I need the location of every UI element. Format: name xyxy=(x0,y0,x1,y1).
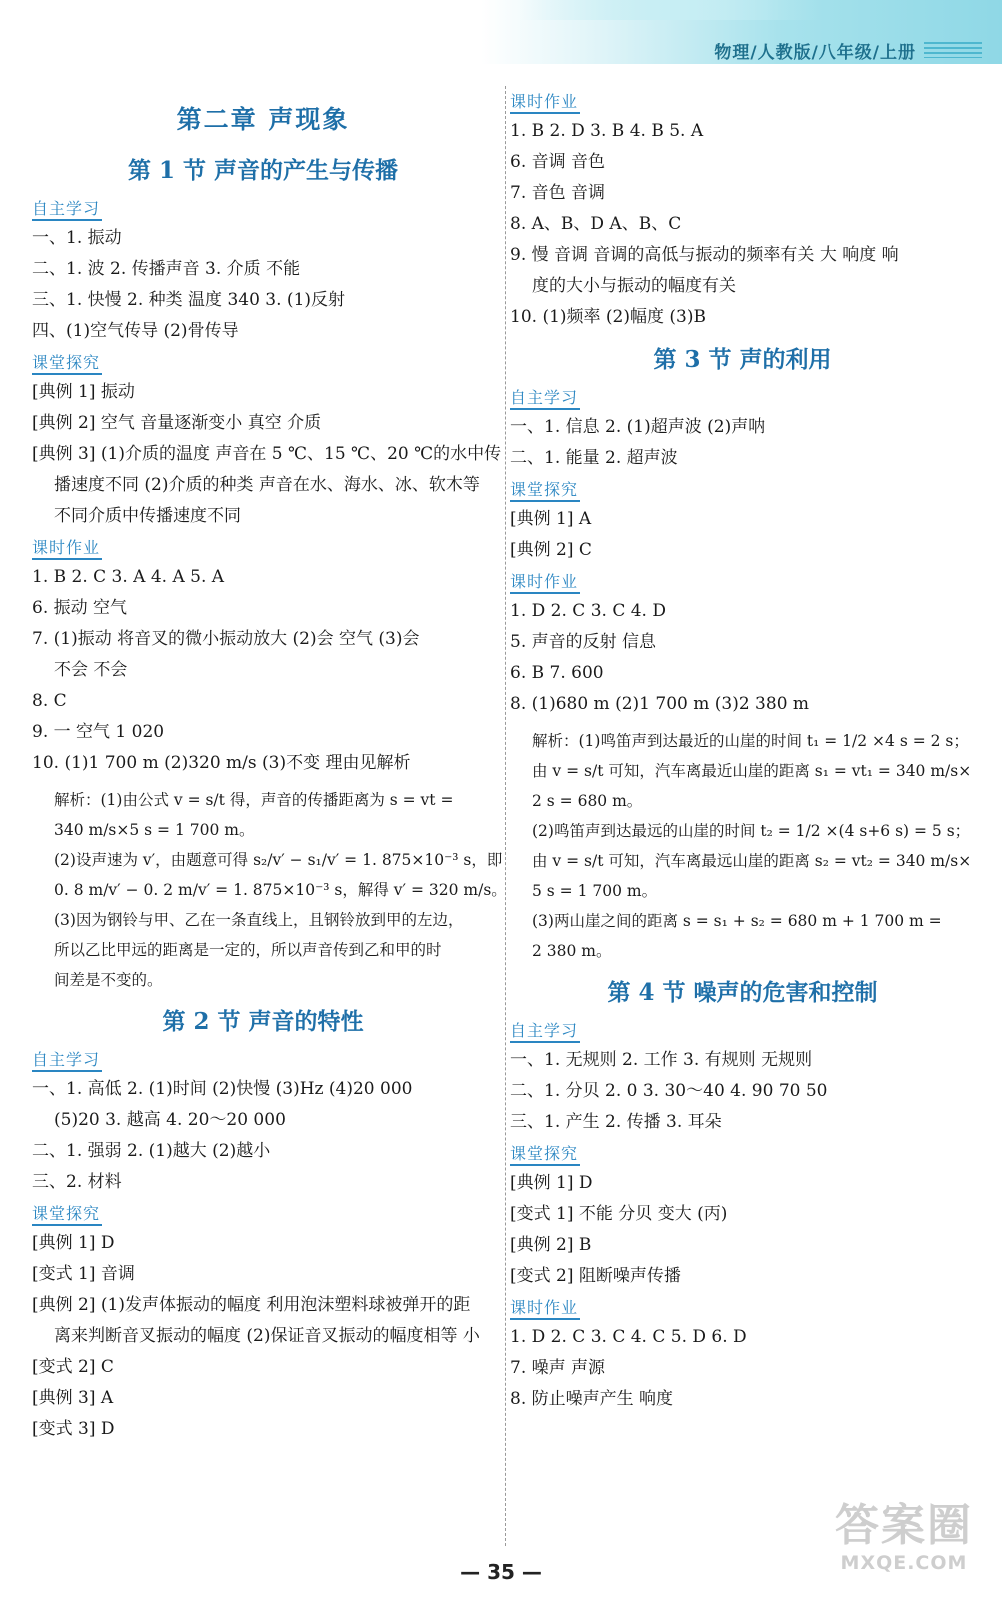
tag-ketang: 课堂探究 xyxy=(32,353,102,375)
column-divider xyxy=(505,86,506,1546)
answer-line: 9. 一 空气 1 020 xyxy=(32,722,165,742)
answer-line: 6. 音调 音色 xyxy=(510,152,606,172)
answer-line: 不会 不会 xyxy=(54,660,128,680)
section-title-3: 第 3 节 声的利用 xyxy=(653,346,832,373)
tag-keshi: 课时作业 xyxy=(510,572,580,594)
watermark xyxy=(824,1500,984,1590)
answer-line: 10. (1)1 700 m (2)320 m/s (3)不变 理由见解析 xyxy=(32,753,411,773)
answer-line: 7. (1)振动 将音叉的微小振动放大 (2)会 空气 (3)会 xyxy=(32,629,420,649)
analysis-line: 2 380 m。 xyxy=(532,942,612,960)
analysis-line: 由 v = s/t 可知，汽车离最远山崖的距离 s₂ = vt₂ = 340 m/s× xyxy=(532,852,972,870)
answer-line: 8. A、B、D A、B、C xyxy=(510,214,682,234)
answer-line: 离来判断音叉振动的幅度 (2)保证音叉振动的幅度相等 小 xyxy=(54,1326,480,1346)
answer-line: [典例 2] 空气 音量逐渐变小 真空 介质 xyxy=(32,413,322,433)
answer-line: 7. 噪声 声源 xyxy=(510,1358,606,1378)
answer-line: 一、1. 无规则 2. 工作 3. 有规则 无规则 xyxy=(510,1050,813,1070)
answer-line: 6. 振动 空气 xyxy=(32,598,128,618)
answer-line: 二、1. 强弱 2. (1)越大 (2)越小 xyxy=(32,1141,271,1161)
answer-line: [典例 3] A xyxy=(32,1388,114,1408)
tag-zizhu: 自主学习 xyxy=(32,1050,102,1072)
answer-line: 10. (1)频率 (2)幅度 (3)B xyxy=(510,307,706,327)
answer-line: [典例 2] C xyxy=(510,540,592,560)
page-number: — 35 — xyxy=(460,1560,542,1584)
answer-line: 8. 防止噪声产生 响度 xyxy=(510,1389,674,1409)
answer-line: 二、1. 分贝 2. 0 3. 30～40 4. 90 70 50 xyxy=(510,1081,828,1101)
section-title-1: 第 1 节 声音的产生与传播 xyxy=(127,157,399,184)
analysis-line: 0. 8 m/v′ − 0. 2 m/v′ = 1. 875×10⁻³ s，解得 v′ = 320 m/s。 xyxy=(54,881,507,899)
book-title: 物理/人教版/八年级/上册 xyxy=(714,43,916,63)
answer-line: 三、2. 材料 xyxy=(32,1172,122,1192)
analysis-line: 解析：(1)由公式 v = s/t 得，声音的传播距离为 s = vt = xyxy=(54,791,454,809)
answer-line: [典例 1] D xyxy=(32,1233,115,1253)
answer-line: 一、1. 信息 2. (1)超声波 (2)声呐 xyxy=(510,417,766,437)
tag-ketang: 课堂探究 xyxy=(32,1204,102,1226)
tag-keshi: 课时作业 xyxy=(32,538,102,560)
chapter-title: 第二章 声现象 xyxy=(176,105,350,134)
answer-line: [变式 1] 音调 xyxy=(32,1264,135,1284)
answer-line: 三、1. 产生 2. 传播 3. 耳朵 xyxy=(510,1112,722,1132)
tag-keshi: 课时作业 xyxy=(510,1298,580,1320)
answer-line: [变式 2] C xyxy=(32,1357,114,1377)
answer-line: [典例 1] A xyxy=(510,509,592,529)
answer-line: 度的大小与振动的幅度有关 xyxy=(532,276,736,296)
tag-zizhu: 自主学习 xyxy=(510,1021,580,1043)
answer-line: 8. (1)680 m (2)1 700 m (3)2 380 m xyxy=(510,694,810,714)
answer-line: 三、1. 快慢 2. 种类 温度 340 3. (1)反射 xyxy=(32,290,346,310)
analysis-line: (3)因为钢铃与甲、乙在一条直线上，且钢铃放到甲的左边， xyxy=(54,911,464,929)
answer-line: 不同介质中传播速度不同 xyxy=(54,506,241,526)
analysis-line: 340 m/s×5 s = 1 700 m。 xyxy=(54,821,255,839)
answer-line: 二、1. 波 2. 传播声音 3. 介质 不能 xyxy=(32,259,301,279)
analysis-line: (2)设声速为 v′，由题意可得 s₂/v′ − s₁/v′ = 1. 875×10⁻³ s，即 xyxy=(54,851,503,869)
tag-ketang: 课堂探究 xyxy=(510,480,580,502)
answer-line: 播速度不同 (2)介质的种类 声音在水、海水、冰、软木等 xyxy=(54,475,480,495)
analysis-line: 所以乙比甲远的距离是一定的，所以声音传到乙和甲的时 xyxy=(54,941,442,959)
tag-zizhu: 自主学习 xyxy=(510,388,580,410)
watermark-url: MXQE.COM xyxy=(840,1552,968,1574)
answer-line: 二、1. 能量 2. 超声波 xyxy=(510,448,678,468)
answer-line: [典例 1] D xyxy=(510,1173,593,1193)
right-column xyxy=(510,86,975,1415)
left-column xyxy=(32,86,507,1445)
answer-line: 8. C xyxy=(32,691,67,711)
section-title-2: 第 2 节 声音的特性 xyxy=(162,1008,364,1035)
analysis-line: 间差是不变的。 xyxy=(54,971,163,989)
answer-line: 一、1. 高低 2. (1)时间 (2)快慢 (3)Hz (4)20 000 xyxy=(32,1079,413,1099)
answer-line: 1. B 2. D 3. B 4. B 5. A xyxy=(510,121,704,141)
tag-ketang: 课堂探究 xyxy=(510,1144,580,1166)
answer-line: (5)20 3. 越高 4. 20～20 000 xyxy=(54,1110,286,1130)
answer-line: 1. B 2. C 3. A 4. A 5. A xyxy=(32,567,225,587)
answer-line: 5. 声音的反射 信息 xyxy=(510,632,657,652)
answer-line: [典例 2] (1)发声体振动的幅度 利用泡沫塑料球被弹开的距 xyxy=(32,1295,471,1315)
answer-line: 四、(1)空气传导 (2)骨传导 xyxy=(32,321,239,341)
tag-keshi: 课时作业 xyxy=(510,92,580,114)
header-stripes xyxy=(924,42,982,58)
section-title-4: 第 4 节 噪声的危害和控制 xyxy=(607,979,878,1006)
answer-line: [变式 1] 不能 分贝 变大 (丙) xyxy=(510,1204,728,1224)
answer-line: [变式 2] 阻断噪声传播 xyxy=(510,1266,681,1286)
answer-line: 1. D 2. C 3. C 4. C 5. D 6. D xyxy=(510,1327,747,1347)
answer-line: 6. B 7. 600 xyxy=(510,663,604,683)
analysis-line: 由 v = s/t 可知，汽车离最近山崖的距离 s₁ = vt₁ = 340 m/s× xyxy=(532,762,972,780)
answer-line: [变式 3] D xyxy=(32,1419,115,1439)
watermark-logo: 答案圈 xyxy=(835,1500,973,1551)
analysis-line: 5 s = 1 700 m。 xyxy=(532,882,658,900)
analysis-line: 2 s = 680 m。 xyxy=(532,792,643,810)
answer-line: 7. 音色 音调 xyxy=(510,183,606,203)
answer-line: 9. 慢 音调 音调的高低与振动的频率有关 大 响度 响 xyxy=(510,245,899,265)
answer-line: [典例 2] B xyxy=(510,1235,592,1255)
analysis-line: (3)两山崖之间的距离 s = s₁ + s₂ = 680 m + 1 700 m = xyxy=(532,912,942,930)
analysis-line: 解析：(1)鸣笛声到达最近的山崖的时间 t₁ = 1/2 ×4 s = 2 s； xyxy=(532,732,969,750)
answer-line: [典例 3] (1)介质的温度 声音在 5 ℃、15 ℃、20 ℃的水中传 xyxy=(32,444,502,464)
tag-zizhu: 自主学习 xyxy=(32,199,102,221)
answer-line: 1. D 2. C 3. C 4. D xyxy=(510,601,666,621)
answer-line: 一、1. 振动 xyxy=(32,228,122,248)
answer-line: [典例 1] 振动 xyxy=(32,382,135,402)
analysis-line: (2)鸣笛声到达最远的山崖的时间 t₂ = 1/2 ×(4 s+6 s) = 5 s； xyxy=(532,822,971,840)
